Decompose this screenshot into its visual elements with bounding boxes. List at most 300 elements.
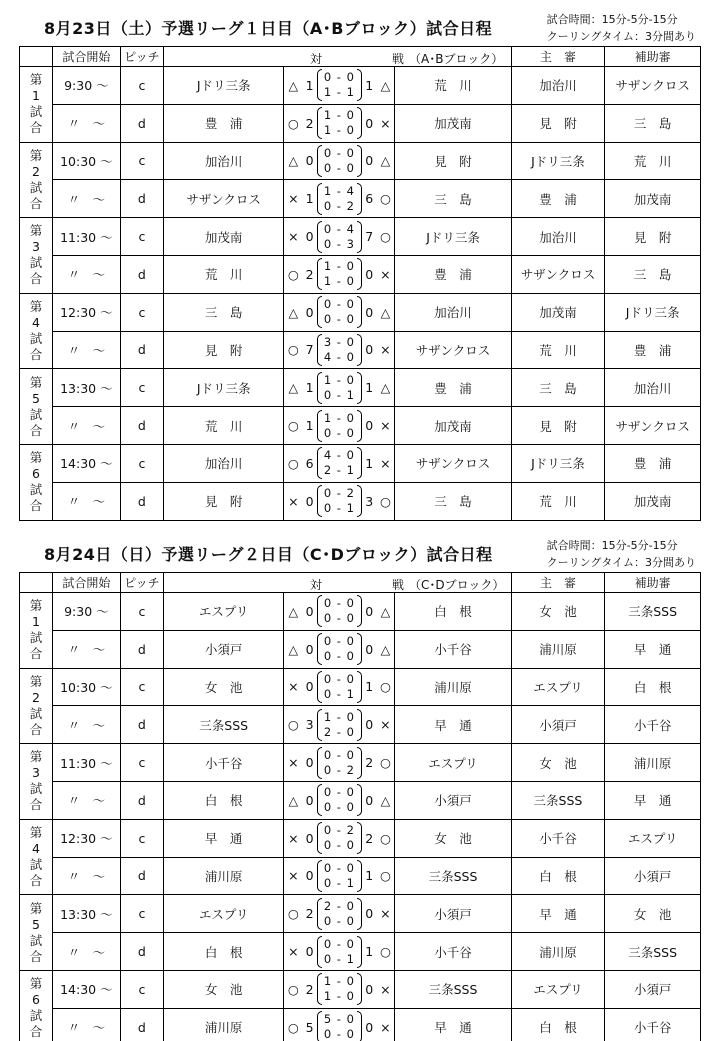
pitch-cell: c (120, 895, 163, 933)
game-number-cell (20, 970, 53, 1041)
result-mark1: △ (284, 630, 303, 668)
game-number-char: 2 (31, 163, 40, 179)
team1-cell: 浦川原 (164, 857, 284, 895)
first-half-score: 3 - 0 (323, 334, 355, 349)
start-time-ditto-cell: 〃 ～ (52, 255, 120, 293)
assistant-referee-cell: 早 通 (605, 630, 701, 668)
second-half-score: 0 - 0 (323, 838, 355, 853)
team1-cell: 見 附 (164, 482, 284, 520)
half-scores-box (317, 1010, 362, 1041)
team1-cell: 女 池 (164, 668, 284, 706)
total-score1: 3 (302, 706, 316, 744)
result-mark2: ○ (376, 819, 395, 857)
bracket-right (357, 898, 362, 930)
total-score1: 1 (302, 369, 316, 407)
pitch-cell: c (120, 819, 163, 857)
result-mark1: △ (284, 293, 303, 331)
total-score2: 0 (362, 104, 376, 142)
referee-cell: Jドリ三条 (511, 142, 605, 180)
half-scores (322, 411, 357, 441)
bracket-right (357, 973, 362, 1005)
pitch-cell: c (120, 67, 163, 105)
second-half-score: 4 - 0 (323, 349, 355, 364)
game-number-char: 試 (29, 331, 43, 347)
total-score2: 0 (362, 255, 376, 293)
first-half-score: 0 - 0 (323, 70, 355, 85)
result-mark1: △ (284, 142, 303, 180)
first-half-score: 2 - 0 (323, 898, 355, 913)
total-score2: 1 (362, 857, 376, 895)
pitch-cell: c (120, 444, 163, 482)
cooling-time-text: クーリングタイム：3分間あり (546, 556, 696, 569)
table-row (20, 482, 701, 520)
result-mark1: △ (284, 781, 303, 819)
total-score1: 0 (302, 744, 316, 782)
half-scores-cell (317, 369, 362, 407)
bracket-right (357, 709, 362, 741)
half-scores-cell (317, 819, 362, 857)
result-mark1: ○ (284, 407, 303, 445)
total-score1: 0 (302, 218, 316, 256)
header-row (20, 573, 701, 593)
team2-cell: 小千谷 (395, 933, 511, 971)
table-header (20, 47, 701, 67)
team2-cell: サザンクロス (395, 444, 511, 482)
second-half-score: 0 - 0 (323, 312, 355, 327)
result-mark2: ○ (376, 668, 395, 706)
result-mark2: △ (376, 293, 395, 331)
header-matchup (164, 573, 512, 593)
result-mark2: ○ (376, 744, 395, 782)
match-time-info (547, 537, 696, 571)
team1-cell: 白 根 (164, 781, 284, 819)
referee-cell: 加茂南 (511, 293, 605, 331)
half-scores-cell (317, 970, 362, 1008)
half-scores-box (317, 144, 362, 178)
team1-cell: 女 池 (164, 970, 284, 1008)
first-half-score: 0 - 0 (323, 297, 355, 312)
half-scores-box (317, 972, 362, 1006)
team2-cell: 加治川 (395, 293, 511, 331)
assistant-referee-cell: 豊 浦 (605, 444, 701, 482)
pitch-cell: d (120, 255, 163, 293)
total-score2: 0 (362, 407, 376, 445)
first-half-score: 5 - 0 (323, 1012, 355, 1027)
total-score1: 0 (302, 819, 316, 857)
game-number-cell (20, 593, 53, 669)
game-number-char: 2 (31, 689, 40, 705)
start-time-cell: 12:30 ～ (52, 293, 120, 331)
pitch-cell: d (120, 1008, 163, 1041)
half-scores (322, 672, 357, 702)
pitch-cell: d (120, 781, 163, 819)
half-scores-cell (317, 1008, 362, 1041)
first-half-score: 0 - 4 (323, 221, 355, 236)
first-half-score: 0 - 0 (323, 747, 355, 762)
header-game-col (20, 573, 53, 593)
game-number-char: 第 (29, 450, 43, 466)
half-scores-box (317, 220, 362, 254)
bracket-right (357, 633, 362, 665)
referee-cell: 豊 浦 (511, 180, 605, 218)
total-score1: 1 (302, 180, 316, 218)
table-row (20, 1008, 701, 1041)
second-half-score: 0 - 1 (323, 501, 355, 516)
referee-cell: 女 池 (511, 593, 605, 631)
table-row (20, 857, 701, 895)
team2-cell: 見 附 (395, 142, 511, 180)
total-score2: 3 (362, 482, 376, 520)
first-half-score: 0 - 2 (323, 486, 355, 501)
half-scores (322, 634, 357, 664)
half-scores-box (317, 897, 362, 931)
game-number-char: 第 (29, 72, 43, 88)
total-score1: 0 (302, 142, 316, 180)
game-number-char: 第 (29, 299, 43, 315)
bracket-right (357, 145, 362, 177)
game-number-char: 試 (29, 255, 43, 271)
team1-cell: エスプリ (164, 895, 284, 933)
pitch-cell: d (120, 630, 163, 668)
game-number-char: 合 (29, 347, 43, 363)
table-row (20, 933, 701, 971)
team2-cell: 小須戸 (395, 781, 511, 819)
pitch-cell: c (120, 668, 163, 706)
total-score1: 0 (302, 593, 316, 631)
total-score1: 0 (302, 781, 316, 819)
first-half-score: 0 - 0 (323, 785, 355, 800)
half-scores-box (317, 594, 362, 628)
game-number-char: 試 (29, 406, 43, 422)
bracket-right (357, 485, 362, 517)
result-mark1: ○ (284, 970, 303, 1008)
table-row (20, 630, 701, 668)
total-score2: 2 (362, 744, 376, 782)
result-mark1: △ (284, 67, 303, 105)
result-mark2: △ (376, 630, 395, 668)
game-number-char: 合 (29, 1024, 43, 1040)
half-scores-cell (317, 744, 362, 782)
game-number-char: 第 (29, 673, 43, 689)
team1-cell: 早 通 (164, 819, 284, 857)
assistant-referee-cell: 小須戸 (605, 970, 701, 1008)
first-half-score: 1 - 0 (323, 259, 355, 274)
assistant-referee-cell: 白 根 (605, 668, 701, 706)
match-duration-text: 試合時間：15分-5分-15分 (546, 13, 678, 26)
header-referee: 主 審 (511, 573, 605, 593)
total-score2: 0 (362, 970, 376, 1008)
game-number-char: 試 (29, 705, 43, 721)
start-time-cell: 10:30 ～ (52, 142, 120, 180)
header-block: （C･Dブロック） (409, 578, 505, 592)
schedule-table (19, 572, 701, 1041)
total-score1: 2 (302, 970, 316, 1008)
half-scores (322, 108, 357, 138)
first-half-score: 0 - 0 (323, 596, 355, 611)
bracket-right (357, 747, 362, 779)
total-score1: 2 (302, 895, 316, 933)
game-number-char: 6 (31, 992, 40, 1008)
half-scores-box (317, 746, 362, 780)
game-number-char: 合 (29, 422, 43, 438)
result-mark2: × (376, 407, 395, 445)
start-time-cell: 13:30 ～ (52, 895, 120, 933)
pitch-cell: d (120, 180, 163, 218)
result-mark1: × (284, 482, 303, 520)
game-number-cell (20, 668, 53, 744)
total-score1: 0 (302, 857, 316, 895)
first-half-score: 4 - 0 (323, 448, 355, 463)
half-scores-cell (317, 293, 362, 331)
start-time-ditto-cell: 〃 ～ (52, 482, 120, 520)
first-half-score: 1 - 0 (323, 372, 355, 387)
assistant-referee-cell: 豊 浦 (605, 331, 701, 369)
half-scores (322, 448, 357, 478)
team2-cell: サザンクロス (395, 331, 511, 369)
table-row (20, 331, 701, 369)
team2-cell: 三 島 (395, 180, 511, 218)
half-scores-cell (317, 668, 362, 706)
start-time-cell: 14:30 ～ (52, 970, 120, 1008)
team1-cell: 加茂南 (164, 218, 284, 256)
result-mark1: ○ (284, 895, 303, 933)
header-pitch: ピッチ (120, 47, 163, 67)
second-half-score: 1 - 1 (323, 85, 355, 100)
game-number-char: 合 (29, 721, 43, 737)
start-time-ditto-cell: 〃 ～ (52, 933, 120, 971)
second-half-score: 0 - 0 (323, 800, 355, 815)
header-assistant: 補助審 (605, 573, 701, 593)
game-number-cell (20, 819, 53, 895)
result-mark1: ○ (284, 706, 303, 744)
referee-cell: 浦川原 (511, 933, 605, 971)
game-number-char: 試 (29, 1008, 43, 1024)
table-row (20, 180, 701, 218)
half-scores-cell (317, 180, 362, 218)
referee-cell: 早 通 (511, 895, 605, 933)
second-half-score: 0 - 1 (323, 875, 355, 890)
team1-cell: Jドリ三条 (164, 67, 284, 105)
game-number-cell (20, 142, 53, 218)
bracket-right (357, 258, 362, 290)
table-row (20, 668, 701, 706)
game-number-char: 1 (31, 614, 40, 630)
second-half-score: 0 - 0 (323, 425, 355, 440)
pitch-cell: c (120, 293, 163, 331)
total-score1: 7 (302, 331, 316, 369)
assistant-referee-cell: 加茂南 (605, 482, 701, 520)
half-scores-cell (317, 857, 362, 895)
team2-cell: 早 通 (395, 706, 511, 744)
game-number-char: 合 (29, 873, 43, 889)
total-score2: 0 (362, 706, 376, 744)
half-scores-cell (317, 630, 362, 668)
half-scores (322, 748, 357, 778)
total-score2: 0 (362, 630, 376, 668)
result-mark1: ○ (284, 1008, 303, 1041)
team1-cell: 加治川 (164, 444, 284, 482)
assistant-referee-cell: 浦川原 (605, 744, 701, 782)
referee-cell: Jドリ三条 (511, 444, 605, 482)
pitch-cell: c (120, 970, 163, 1008)
bracket-right (357, 671, 362, 703)
result-mark1: △ (284, 593, 303, 631)
schedule-section-day2 (0, 526, 720, 1041)
assistant-referee-cell: サザンクロス (605, 407, 701, 445)
table-row (20, 104, 701, 142)
table-row (20, 255, 701, 293)
half-scores-box (317, 670, 362, 704)
table-row (20, 895, 701, 933)
total-score2: 2 (362, 819, 376, 857)
header-row (20, 47, 701, 67)
game-number-cell (20, 218, 53, 294)
total-score2: 1 (362, 933, 376, 971)
bracket-right (357, 595, 362, 627)
game-number-char: 第 (29, 598, 43, 614)
referee-cell: 白 根 (511, 1008, 605, 1041)
result-mark2: ○ (376, 933, 395, 971)
section-title: 8月24日（日）予選リーグ２日目（C･Dブロック）試合日程 (44, 545, 493, 564)
second-half-score: 1 - 0 (323, 274, 355, 289)
half-scores-cell (317, 142, 362, 180)
total-score1: 2 (302, 255, 316, 293)
result-mark2: △ (376, 142, 395, 180)
result-mark2: △ (376, 781, 395, 819)
result-mark1: × (284, 180, 303, 218)
game-number-char: 3 (31, 765, 40, 781)
half-scores (322, 785, 357, 815)
game-number-char: 試 (29, 104, 43, 120)
table-row (20, 970, 701, 1008)
bracket-right (357, 936, 362, 968)
half-scores-cell (317, 593, 362, 631)
assistant-referee-cell: エスプリ (605, 819, 701, 857)
half-scores (322, 937, 357, 967)
bracket-right (357, 822, 362, 854)
total-score2: 0 (362, 1008, 376, 1041)
half-scores-box (317, 371, 362, 405)
team2-cell: 荒 川 (395, 67, 511, 105)
half-scores-box (317, 106, 362, 140)
bracket-right (357, 860, 362, 892)
header-assistant: 補助審 (605, 47, 701, 67)
team1-cell: 荒 川 (164, 255, 284, 293)
half-scores-cell (317, 895, 362, 933)
total-score1: 2 (302, 104, 316, 142)
half-scores-box (317, 333, 362, 367)
first-half-score: 0 - 0 (323, 936, 355, 951)
pitch-cell: c (120, 369, 163, 407)
second-half-score: 1 - 0 (323, 123, 355, 138)
half-scores-cell (317, 331, 362, 369)
result-mark2: × (376, 331, 395, 369)
half-scores-cell (317, 218, 362, 256)
team2-cell: 豊 浦 (395, 369, 511, 407)
half-scores-box (317, 935, 362, 969)
bracket-right (357, 107, 362, 139)
total-score1: 0 (302, 668, 316, 706)
result-mark2: △ (376, 67, 395, 105)
second-half-score: 0 - 2 (323, 762, 355, 777)
game-number-char: 4 (31, 315, 40, 331)
game-number-char: 5 (31, 390, 40, 406)
start-time-cell: 11:30 ～ (52, 744, 120, 782)
assistant-referee-cell: 三 島 (605, 104, 701, 142)
pitch-cell: c (120, 218, 163, 256)
result-mark1: × (284, 668, 303, 706)
team2-cell: 小須戸 (395, 895, 511, 933)
team2-cell: 加茂南 (395, 104, 511, 142)
start-time-ditto-cell: 〃 ～ (52, 104, 120, 142)
result-mark2: × (376, 1008, 395, 1041)
game-number-cell (20, 293, 53, 369)
game-number-cell (20, 444, 53, 520)
result-mark2: × (376, 444, 395, 482)
team1-cell: 浦川原 (164, 1008, 284, 1041)
half-scores-cell (317, 104, 362, 142)
total-score1: 1 (302, 407, 316, 445)
referee-cell: エスプリ (511, 668, 605, 706)
half-scores-box (317, 859, 362, 893)
table-row (20, 218, 701, 256)
referee-cell: サザンクロス (511, 255, 605, 293)
total-score2: 0 (362, 781, 376, 819)
half-scores (322, 596, 357, 626)
game-number-char: 試 (29, 857, 43, 873)
team2-cell: 小千谷 (395, 630, 511, 668)
team1-cell: 荒 川 (164, 407, 284, 445)
team2-cell: 三 島 (395, 482, 511, 520)
pitch-cell: d (120, 331, 163, 369)
total-score2: 0 (362, 142, 376, 180)
total-score2: 1 (362, 444, 376, 482)
team2-cell: エスプリ (395, 744, 511, 782)
start-time-ditto-cell: 〃 ～ (52, 630, 120, 668)
result-mark1: × (284, 933, 303, 971)
start-time-ditto-cell: 〃 ～ (52, 331, 120, 369)
half-scores-box (317, 409, 362, 443)
assistant-referee-cell: 荒 川 (605, 142, 701, 180)
start-time-cell: 10:30 ～ (52, 668, 120, 706)
game-number-char: 合 (29, 797, 43, 813)
referee-cell: 荒 川 (511, 331, 605, 369)
referee-cell: 小千谷 (511, 819, 605, 857)
half-scores (322, 1012, 357, 1041)
start-time-cell: 12:30 ～ (52, 819, 120, 857)
game-number-char: 合 (29, 646, 43, 662)
result-mark2: × (376, 706, 395, 744)
total-score2: 1 (362, 668, 376, 706)
table-row (20, 744, 701, 782)
pitch-cell: d (120, 104, 163, 142)
half-scores (322, 974, 357, 1004)
assistant-referee-cell: 小須戸 (605, 857, 701, 895)
half-scores (322, 899, 357, 929)
half-scores (322, 184, 357, 214)
game-number-cell (20, 369, 53, 445)
bracket-right (357, 69, 362, 101)
half-scores (322, 861, 357, 891)
total-score2: 1 (362, 67, 376, 105)
game-number-char: 第 (29, 223, 43, 239)
team1-cell: 白 根 (164, 933, 284, 971)
table-row (20, 819, 701, 857)
game-number-char: 合 (29, 195, 43, 211)
start-time-ditto-cell: 〃 ～ (52, 781, 120, 819)
table-row (20, 293, 701, 331)
result-mark1: ○ (284, 331, 303, 369)
